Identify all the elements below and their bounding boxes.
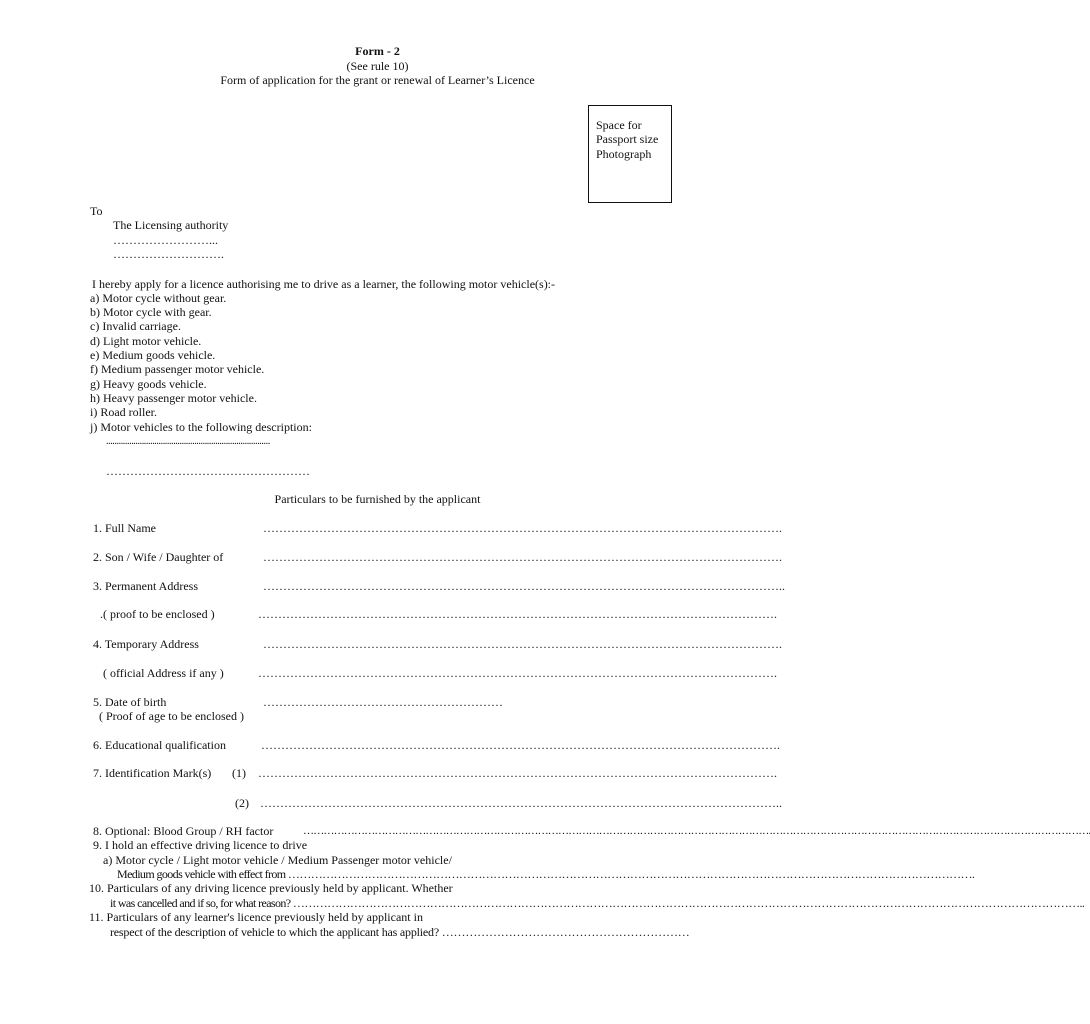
address-line-2: ………………………. <box>113 247 224 261</box>
licensing-authority: The Licensing authority <box>113 218 229 232</box>
vehicle-item: b) Motor cycle with gear. <box>90 305 212 319</box>
relation-label: 2. Son / Wife / Daughter of <box>93 550 224 564</box>
photo-box-line: Passport size <box>596 132 659 146</box>
address-line-1: ……………………... <box>113 233 218 247</box>
proof-age-note: ( Proof of age to be enclosed ) <box>99 709 244 723</box>
vehicle-item: h) Heavy passenger motor vehicle. <box>90 391 257 405</box>
blood-group-label: 8. Optional: Blood Group / RH factor <box>93 824 274 838</box>
permanent-address-field-2[interactable]: …………………………………………………………………………………………………………………. <box>258 607 777 621</box>
particulars-heading: Particulars to be furnished by the applicant <box>274 492 481 506</box>
item-11b: respect of the description of vehicle to which the applicant has applied? ……………………………………………………… <box>110 925 690 939</box>
form-subtitle: Form of application for the grant or renewal of Learner’s Licence <box>220 73 535 87</box>
relation-field[interactable]: …………………………………………………………………………………………………………………. <box>263 550 782 564</box>
item-11: 11. Particulars of any learner's licence previously held by applicant in <box>89 910 423 924</box>
education-field[interactable]: …………………………………………………………………………………………………………………. <box>261 738 780 752</box>
id-mark-2-label: (2) <box>235 796 249 810</box>
vehicle-item: f) Medium passenger motor vehicle. <box>90 362 265 376</box>
address-to: To <box>90 204 103 218</box>
temporary-address-field[interactable]: …………………………………………………………………………………………………………………. <box>263 637 782 651</box>
description-line-1: .............................................................................. <box>106 436 270 447</box>
permanent-address-field[interactable]: ………………………………………………………………………………………………………………….. <box>263 579 785 593</box>
vehicle-item: a) Motor cycle without gear. <box>90 291 227 305</box>
id-marks-label: 7. Identification Mark(s) <box>93 766 212 780</box>
full-name-label: 1. Full Name <box>93 521 156 535</box>
full-name-field[interactable]: …………………………………………………………………………………………………………………. <box>263 521 782 535</box>
photo-box-line: Space for <box>596 118 642 132</box>
id-mark-2-field[interactable]: ………………………………………………………………………………………………………………….. <box>260 796 782 810</box>
official-address-field[interactable]: …………………………………………………………………………………………………………………. <box>258 666 777 680</box>
education-label: 6. Educational qualification <box>93 738 226 752</box>
rule-reference: (See rule 10) <box>346 59 409 73</box>
permanent-address-label: 3. Permanent Address <box>93 579 198 593</box>
dob-field[interactable]: …………………………………………………… <box>263 695 503 709</box>
vehicle-item: g) Heavy goods vehicle. <box>90 377 207 391</box>
item-9a: a) Motor cycle / Light motor vehicle / Medium Passenger motor vehicle/ <box>103 853 452 867</box>
item-9b: Medium goods vehicle with effect from ………………………………………………………………………………………………………………………………………………………………. <box>117 867 975 881</box>
vehicle-item: e) Medium goods vehicle. <box>90 348 216 362</box>
item-9: 9. I hold an effective driving licence to drive <box>93 838 308 852</box>
dob-label: 5. Date of birth <box>93 695 167 709</box>
proof-address-note: .( proof to be enclosed ) <box>100 607 215 621</box>
form-title: Form - 2 <box>355 44 400 58</box>
id-mark-1-field[interactable]: …………………………………………………………………………………………………………………. <box>258 766 777 780</box>
description-line-2: …………………………………………… <box>106 464 310 478</box>
temporary-address-label: 4. Temporary Address <box>93 637 199 651</box>
application-intro: I hereby apply for a licence authorising me to drive as a learner, the following motor vehicle(s):- <box>92 277 556 291</box>
passport-photo-box <box>588 105 672 203</box>
vehicle-item: c) Invalid carriage. <box>90 319 181 333</box>
vehicle-item: j) Motor vehicles to the following description: <box>90 420 312 434</box>
vehicle-item: d) Light motor vehicle. <box>90 334 202 348</box>
photo-box-line: Photograph <box>596 147 652 161</box>
vehicle-item: i) Road roller. <box>90 405 157 419</box>
item-10: 10. Particulars of any driving licence previously held by applicant. Whether <box>89 881 453 895</box>
id-mark-1-label: (1) <box>232 766 246 780</box>
official-address-note: ( official Address if any ) <box>103 666 224 680</box>
blood-group-field[interactable]: ……………………………………………………………………………………………………………………………………………………………………………………………………………. <box>303 825 1090 837</box>
item-10b: it was cancelled and if so, for what reason? ……………………………………………………………………………………………………………………………………………………………………………………….. <box>110 896 1085 910</box>
